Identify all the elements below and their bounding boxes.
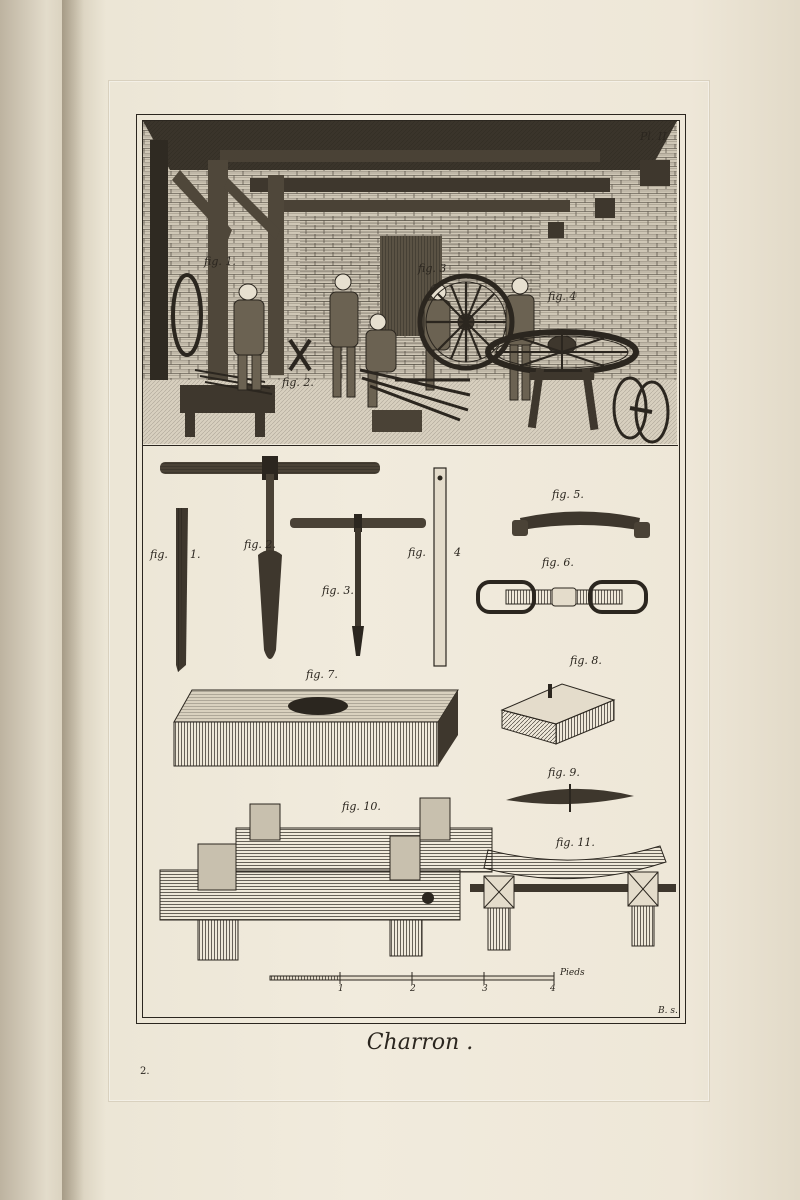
scale-tick-1: 1 bbox=[338, 984, 344, 994]
workshop-scene bbox=[143, 121, 677, 444]
fig5-label: fig. 5. bbox=[552, 488, 584, 501]
page-number: 2. bbox=[140, 1066, 150, 1077]
tool-fig11-felloe bbox=[470, 846, 676, 950]
scale-tick-4: 4 bbox=[550, 984, 556, 994]
plate-title: Charron . bbox=[366, 1030, 474, 1055]
tool-fig3-auger bbox=[290, 514, 426, 656]
scale-tick-2: 2 bbox=[410, 984, 416, 994]
fig6-label: fig. 6. bbox=[542, 556, 574, 569]
scale-tick-3: 3 bbox=[482, 984, 488, 994]
fig4-label-a: fig. bbox=[408, 546, 426, 559]
scene-fig-3-label: fig. 3 bbox=[418, 262, 447, 275]
fig1-label-a: fig. bbox=[150, 548, 168, 561]
engraver-mark: B. s. bbox=[658, 1006, 678, 1016]
tool-fig10-bench bbox=[160, 798, 492, 960]
fig3-label: fig. 3. bbox=[322, 584, 354, 597]
tool-fig5-drawknife bbox=[512, 512, 650, 539]
tool-fig7-block bbox=[174, 690, 458, 766]
fig4-label-b: 4 bbox=[454, 546, 461, 559]
fig8-label: fig. 8. bbox=[570, 654, 602, 667]
tool-fig6-screw-clamp bbox=[478, 582, 646, 612]
fig1-label-b: 1. bbox=[190, 548, 201, 561]
scale-unit-label: Pieds bbox=[560, 968, 585, 978]
tool-fig4-rod bbox=[434, 468, 446, 666]
fig11-label: fig. 11. bbox=[556, 836, 595, 849]
scale-bar-graphic bbox=[270, 972, 554, 984]
plate-number: Pl. II bbox=[640, 130, 667, 143]
fig10-label: fig. 10. bbox=[342, 800, 381, 813]
scene-fig-1-label: fig. 1. bbox=[204, 255, 236, 268]
tool-fig9-spindle bbox=[506, 784, 634, 812]
tool-fig1-chisel bbox=[176, 508, 188, 672]
scene-fig-2-label: fig. 2. bbox=[282, 376, 314, 389]
tool-fig8-wedge bbox=[502, 684, 614, 744]
fig9-label: fig. 9. bbox=[548, 766, 580, 779]
scene-fig-4-label: fig. 4 bbox=[548, 290, 577, 303]
fig7-label: fig. 7. bbox=[306, 668, 338, 681]
fig2-label: fig. 2. bbox=[244, 538, 276, 551]
